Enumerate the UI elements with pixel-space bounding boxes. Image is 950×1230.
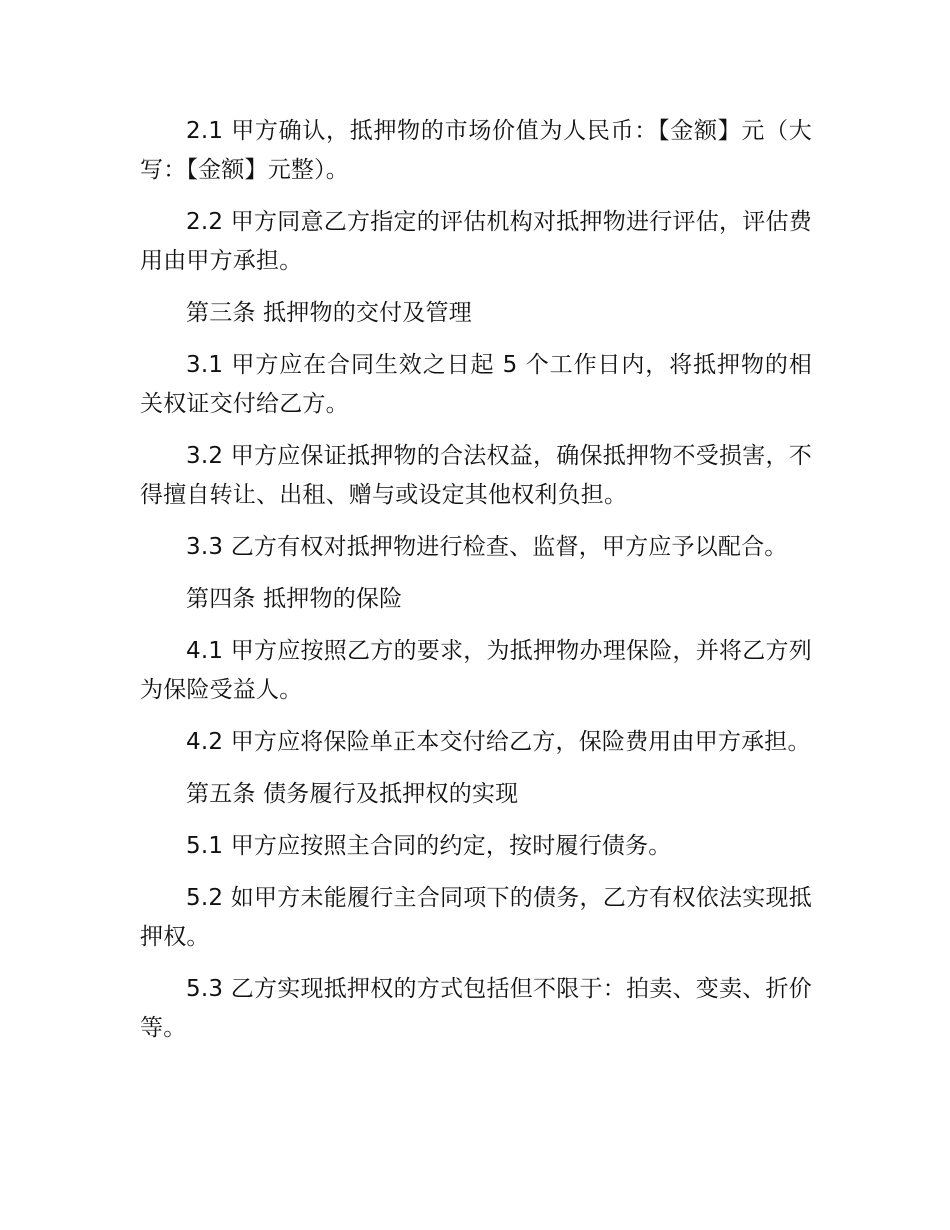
- clause-4-1: 4.1 甲方应按照乙方的要求，为抵押物办理保险，并将乙方列为保险受益人。: [140, 638, 812, 703]
- clause-2-2: 2.2 甲方同意乙方指定的评估机构对抵押物进行评估，评估费用由甲方承担。: [140, 209, 812, 274]
- article-5-heading: 第五条 债务履行及抵押权的实现: [186, 781, 519, 807]
- clause-2-1: 2.1 甲方确认，抵押物的市场价值为人民币：【金额】元（大写：【金额】元整）。: [140, 118, 812, 183]
- document-page: [140, 112, 812, 1061]
- clause-3-1: 3.1 甲方应在合同生效之日起 5 个工作日内，将抵押物的相关权证交付给乙方。: [140, 352, 812, 417]
- clause-5-1: 5.1 甲方应按照主合同的约定，按时履行债务。: [186, 833, 672, 859]
- clause-5-2: 5.2 如甲方未能履行主合同项下的债务，乙方有权依法实现抵押权。: [140, 885, 812, 950]
- article-4-heading: 第四条 抵押物的保险: [186, 586, 403, 612]
- clause-3-3: 3.3 乙方有权对抵押物进行检查、监督，甲方应予以配合。: [186, 534, 788, 560]
- article-3-heading: 第三条 抵押物的交付及管理: [186, 300, 472, 326]
- clause-5-3: 5.3 乙方实现抵押权的方式包括但不限于：拍卖、变卖、折价等。: [140, 976, 812, 1041]
- clause-3-2: 3.2 甲方应保证抵押物的合法权益，确保抵押物不受损害，不得擅自转让、出租、赠与或设定其他权利负担。: [140, 443, 812, 508]
- clause-4-2: 4.2 甲方应将保险单正本交付给乙方，保险费用由甲方承担。: [186, 729, 811, 755]
